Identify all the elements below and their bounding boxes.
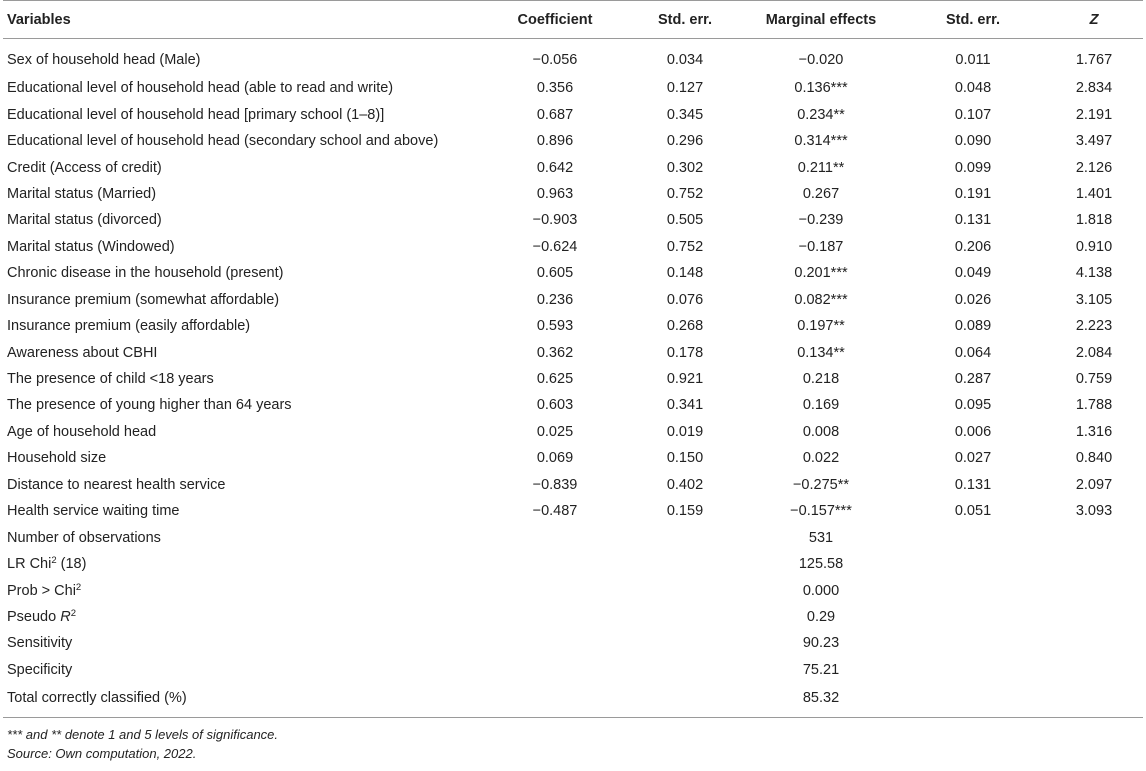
marginal-effect-cell: 0.169	[802, 397, 840, 414]
variable-cell: Marital status (Windowed)	[7, 238, 175, 255]
table-row	[3, 366, 1143, 392]
stat-value: 90.23	[802, 635, 840, 652]
stat-row-sensitivity	[3, 630, 1143, 656]
me-std-err-cell: 0.048	[954, 80, 992, 97]
stat-value: 125.58	[798, 556, 844, 573]
marginal-effect-cell: 0.201***	[794, 265, 848, 282]
z-cell: 1.767	[1075, 52, 1113, 68]
table-row	[3, 472, 1143, 498]
me-std-err-cell: 0.099	[954, 159, 992, 176]
z-cell: 3.497	[1075, 133, 1113, 150]
stat-label: Total correctly classified (%)	[3, 683, 481, 718]
me-std-err-cell: 0.049	[954, 265, 992, 282]
coefficient-cell: 0.603	[536, 397, 574, 414]
marginal-effect-cell: 0.267	[802, 185, 840, 202]
table-row	[3, 207, 1143, 233]
stat-label: Specificity	[7, 661, 73, 678]
coefficient-cell: 0.025	[536, 423, 574, 440]
table-body	[3, 39, 1143, 718]
std-err-cell: 0.159	[666, 503, 704, 520]
stat-value: 0.000	[802, 582, 840, 599]
variable-cell: Distance to nearest health service	[7, 476, 226, 493]
variable-cell: Sex of household head (Male)	[7, 52, 201, 68]
marginal-effect-cell: 0.136***	[794, 80, 848, 97]
me-std-err-cell: 0.090	[954, 133, 992, 150]
table-header-row	[3, 1, 1143, 39]
me-std-err-cell: 0.287	[954, 371, 992, 388]
std-err-cell: 0.148	[666, 265, 704, 282]
variable-cell: The presence of child <18 years	[7, 371, 214, 388]
me-std-err-cell: 0.095	[954, 397, 992, 414]
variable-cell: Insurance premium (easily affordable)	[7, 318, 251, 335]
marginal-effect-cell: 0.234**	[797, 106, 845, 123]
stat-row-pseudo-r2	[3, 604, 1143, 630]
table-row	[3, 181, 1143, 207]
marginal-effect-cell: −0.020	[798, 52, 844, 68]
z-cell: 0.759	[1075, 371, 1113, 388]
coefficient-cell: −0.624	[532, 238, 578, 255]
stat-value: 85.32	[741, 683, 901, 718]
coefficient-cell: 0.362	[536, 344, 574, 361]
variable-cell: Marital status (divorced)	[7, 212, 162, 229]
source-note: Source: Own computation, 2022.	[7, 746, 197, 762]
variable-cell: Credit (Access of credit)	[7, 159, 162, 176]
stat-row-lr-chi2	[3, 551, 1143, 577]
table-row	[3, 419, 1143, 445]
variable-cell: The presence of young higher than 64 years	[7, 397, 292, 414]
variable-cell: Household size	[7, 450, 107, 467]
z-cell: 1.401	[1075, 185, 1113, 202]
z-cell: 2.097	[1075, 476, 1113, 493]
marginal-effect-cell: 0.211**	[797, 159, 845, 176]
std-err-cell: 0.402	[666, 476, 704, 493]
stat-label: Number of observations	[7, 529, 161, 546]
z-cell: 3.105	[1075, 291, 1113, 308]
stat-label: Pseudo $R^2$	[7, 607, 76, 625]
std-err-cell: 0.752	[666, 238, 704, 255]
z-cell: 2.191	[1075, 106, 1113, 123]
marginal-effect-cell: −0.187	[798, 238, 844, 255]
header-coefficient: Coefficient	[481, 1, 629, 39]
me-std-err-cell: 0.026	[954, 291, 992, 308]
coefficient-cell: 0.642	[536, 159, 574, 176]
marginal-effect-cell: 0.197**	[797, 318, 845, 335]
z-cell: 1.818	[1075, 212, 1113, 229]
table-row	[3, 128, 1143, 154]
marginal-effect-cell: 0.218	[802, 371, 840, 388]
z-cell: 2.223	[1075, 318, 1113, 335]
table-row	[3, 39, 1143, 76]
stat-row-observations	[3, 524, 1143, 550]
table-row	[3, 339, 1143, 365]
table-row	[3, 234, 1143, 260]
coefficient-cell: −0.903	[532, 212, 578, 229]
significance-note: *** and ** denote 1 and 5 levels of significance.	[7, 727, 279, 743]
std-err-cell: 0.150	[666, 450, 704, 467]
std-err-cell: 0.076	[666, 291, 704, 308]
variable-cell: Educational level of household head (secondary school and above)	[7, 133, 439, 150]
stat-label: Sensitivity	[7, 635, 73, 652]
me-std-err-cell: 0.131	[954, 212, 992, 229]
coefficient-cell: 0.356	[536, 80, 574, 97]
variable-cell: Insurance premium (somewhat affordable)	[7, 291, 280, 308]
stat-row-specificity	[3, 657, 1143, 683]
z-cell: 3.093	[1075, 503, 1113, 520]
me-std-err-cell: 0.011	[955, 52, 991, 68]
variable-cell: Marital status (Married)	[7, 185, 157, 202]
me-std-err-cell: 0.131	[954, 476, 992, 493]
variable-cell: Chronic disease in the household (present)	[7, 265, 284, 282]
stat-row-correctly-classified	[3, 683, 1143, 718]
z-cell: 2.834	[1075, 80, 1113, 97]
marginal-effect-cell: −0.239	[798, 212, 844, 229]
table-row	[3, 392, 1143, 418]
variable-cell: Age of household head	[7, 423, 157, 440]
variable-cell: Awareness about CBHI	[7, 344, 158, 361]
coefficient-cell: 0.593	[536, 318, 574, 335]
table-notes	[7, 725, 1146, 763]
marginal-effect-cell: 0.314***	[794, 133, 848, 150]
marginal-effect-cell: 0.082***	[794, 291, 848, 308]
stat-value: 0.29	[806, 608, 836, 625]
std-err-cell: 0.752	[666, 185, 704, 202]
std-err-cell: 0.345	[666, 106, 704, 123]
marginal-effect-cell: 0.008	[802, 423, 840, 440]
z-cell: 1.316	[1075, 423, 1113, 440]
table-row	[3, 75, 1143, 101]
z-cell: 4.138	[1075, 265, 1113, 282]
me-std-err-cell: 0.064	[954, 344, 992, 361]
me-std-err-cell: 0.051	[954, 503, 992, 520]
std-err-cell: 0.302	[666, 159, 704, 176]
regression-table	[3, 0, 1143, 718]
coefficient-cell: −0.839	[532, 476, 578, 493]
stat-row-prob-chi2	[3, 577, 1143, 603]
header-me-std-err: Std. err.	[901, 1, 1045, 39]
coefficient-cell: 0.963	[536, 185, 574, 202]
me-std-err-cell: 0.089	[954, 318, 992, 335]
marginal-effect-cell: −0.275**	[792, 476, 850, 493]
stat-value: 75.21	[802, 661, 840, 678]
std-err-cell: 0.178	[666, 344, 704, 361]
table-row	[3, 313, 1143, 339]
header-variables: Variables	[3, 1, 481, 39]
marginal-effect-cell: 0.134**	[797, 344, 845, 361]
variable-cell: Health service waiting time	[7, 503, 180, 520]
z-cell: 0.910	[1075, 238, 1113, 255]
coefficient-cell: 0.687	[536, 106, 574, 123]
std-err-cell: 0.268	[666, 318, 704, 335]
std-err-cell: 0.296	[666, 133, 704, 150]
coefficient-cell: 0.625	[536, 371, 574, 388]
variable-cell: Educational level of household head (able to read and write)	[7, 80, 394, 97]
marginal-effect-cell: 0.022	[802, 450, 840, 467]
coefficient-cell: 0.605	[536, 265, 574, 282]
z-cell: 2.084	[1075, 344, 1113, 361]
table-row	[3, 287, 1143, 313]
marginal-effect-cell: −0.157***	[790, 503, 852, 520]
stat-label: LR Chi$^2$ (18)	[7, 555, 87, 573]
me-std-err-cell: 0.006	[954, 423, 992, 440]
variable-cell: Educational level of household head [primary school (1–8)]	[7, 106, 385, 123]
coefficient-cell: −0.487	[532, 503, 578, 520]
std-err-cell: 0.505	[666, 212, 704, 229]
coefficient-cell: 0.069	[536, 450, 574, 467]
std-err-cell: 0.341	[666, 397, 704, 414]
me-std-err-cell: 0.027	[954, 450, 992, 467]
me-std-err-cell: 0.191	[954, 185, 992, 202]
header-std-err: Std. err.	[629, 1, 741, 39]
stat-label: Prob > Chi$^2$	[7, 581, 82, 599]
table-row	[3, 498, 1143, 524]
z-cell: 0.840	[1075, 450, 1113, 467]
table-row	[3, 154, 1143, 180]
coefficient-cell: 0.896	[536, 133, 574, 150]
std-err-cell: 0.019	[666, 423, 704, 440]
std-err-cell: 0.034	[666, 52, 704, 68]
table-row	[3, 260, 1143, 286]
table-row	[3, 101, 1143, 127]
coefficient-cell: 0.236	[536, 291, 574, 308]
table-row	[3, 445, 1143, 471]
z-cell: 2.126	[1075, 159, 1113, 176]
std-err-cell: 0.127	[666, 80, 704, 97]
z-cell: 1.788	[1075, 397, 1113, 414]
std-err-cell: 0.921	[666, 371, 704, 388]
me-std-err-cell: 0.206	[954, 238, 992, 255]
coefficient-cell: −0.056	[532, 52, 578, 68]
me-std-err-cell: 0.107	[954, 106, 992, 123]
header-z: Z	[1045, 1, 1143, 39]
stat-value: 531	[808, 529, 834, 546]
header-marginal-effects: Marginal effects	[741, 1, 901, 39]
